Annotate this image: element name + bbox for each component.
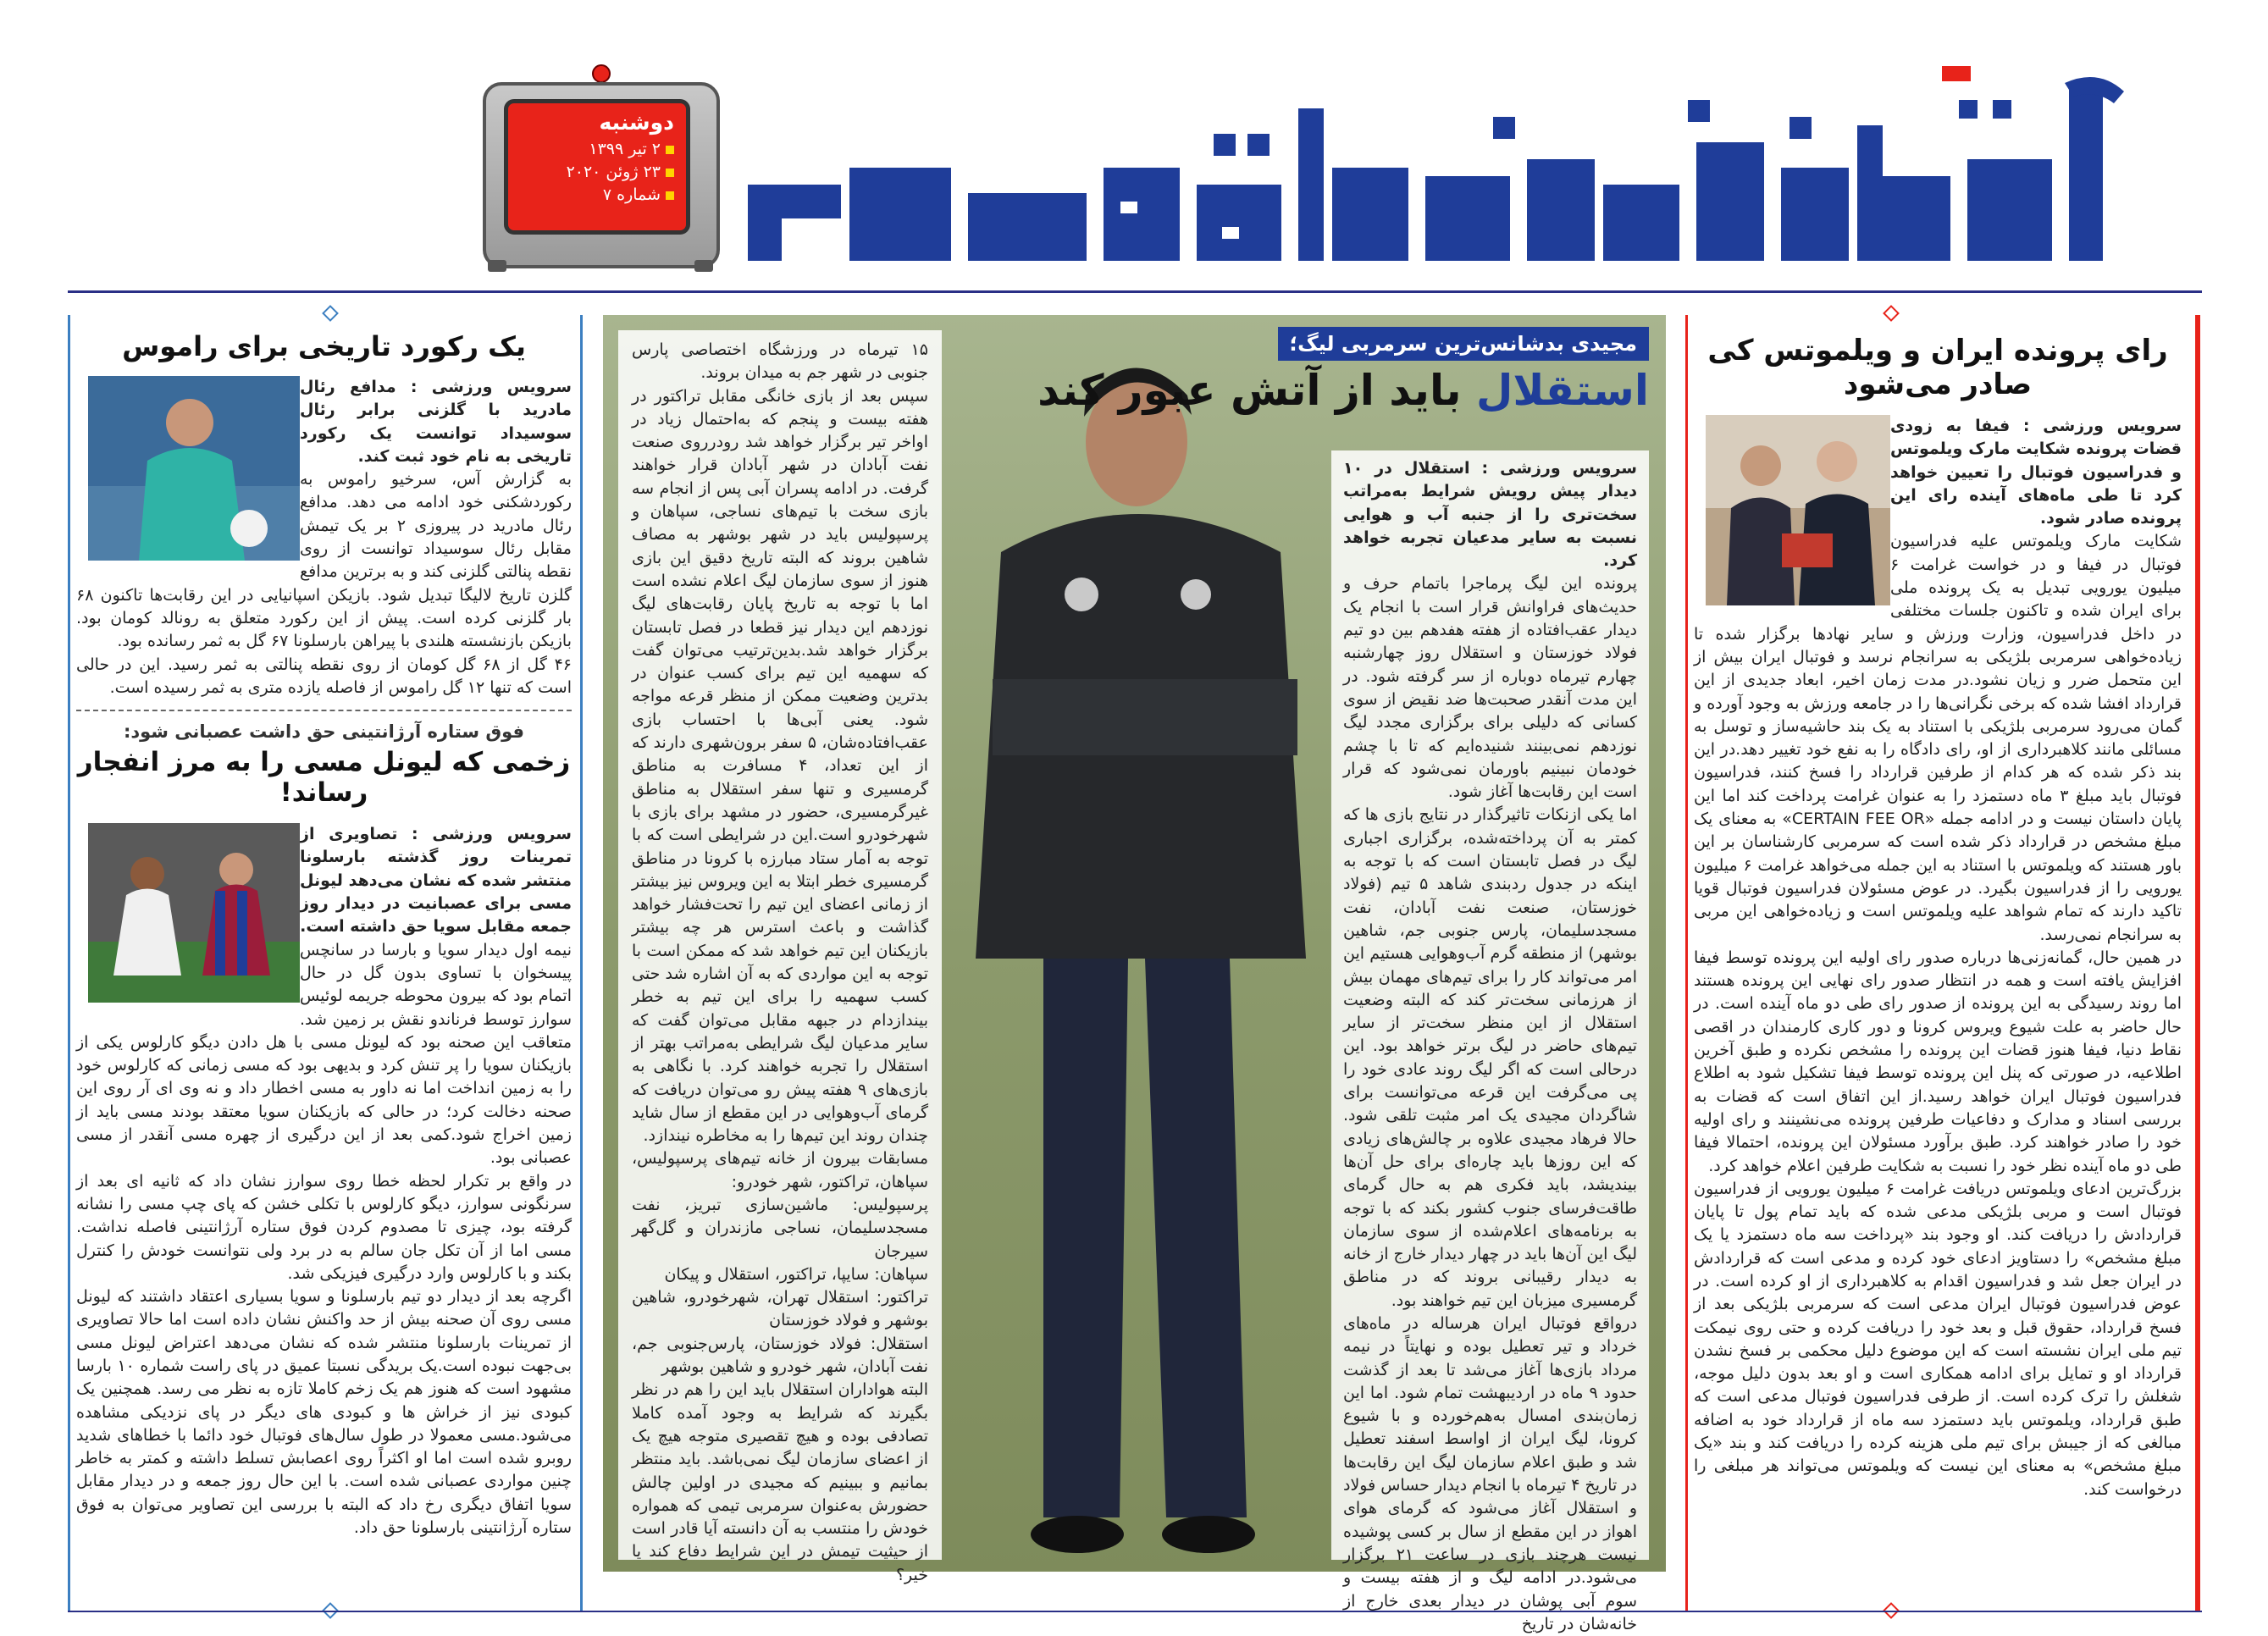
feature-paragraph: پرونده این لیگ پرماجرا باتمام حرف و حدیث‌های فراوانش قرار است با انجام یک دیدار عقب‌افتاده از هفته هفدهم بین دو تیم فولاد خوزستان و استقلال روز چهارشنبه چهارم تیرماه دوباره از سر گرفته شود. در این مدت آنقدر صحبت‌ها ضد نقیض از سوی کسانی که دلیلی برای برگزاری مجدد لیگ نوزدهم نمی‌بینند شنیده‌ایم که تا با چشم خودمان نبینیم باورمان نمی‌شود که قرار است این رقابت‌ها آغاز شود. [1343, 574, 1637, 802]
article-paragraph: ۴۶ گل از ۶۸ گل کومان از روی نقطه پنالتی به ثمر رسید. این در حالی است که تنها ۱۲ گل راموس از فاصله یازده متری به ثمر رسیده است. [76, 655, 572, 697]
article-paragraph: نیمه اول دیدار سویا و بارسا در سانچس پیسخوان با تساوی بدون گل در حال اتمام بود که بیرون محوطه جریمه لوئیس سوارز توسط فرناندو نقش بر زمین شد. متعاقب این صحنه بود که لیونل مسی با هل دادن دیگو کارلوس یکی از بازیکنان سویا را پر تنش کرد و بدیهی بود که مسی زمانی که کارلوس خود را به زمین انداخت اما نه داور به مسی اخطار داد و نه وی ای آر روی این صحنه دخالت کرد؛ در حالی که بازیکنان سویا معتقد بودند مسی باید از زمین اخراج شود.کمی بعد از این درگیری از چهره مسی آنقدر از مسی عصبانی بود. [76, 940, 572, 1168]
headline-accent: استقلال [1475, 366, 1649, 415]
feature-paragraph: اما یکی ازنکات تاثیرگذار در نتایج بازی ها که کمتر به آن پرداخته‌شده، برگزاری اجباری لیگ در فصل تابستان است که با توجه به اینکه در جدول ردبندی شاهد ۵ تیم (فولاد خوزستان، صنعت نفت آبادان، نفت مسجدسلیمان، پارس جنوبی جم، شاهین بوشهر) از منطقه گرم آب‌وهوایی هستیم این امر می‌تواند کار را برای تیم‌های مهمان بیش از هرزمانی سخت‌تر کند که البته وضعیت استقلال از این منظر سخت‌تر از سایر تیم‌های حاضر در لیگ برتر خواهد بود. این درحالی است که اگر لیگ روند عادی خود را پی می‌گرفت این قرعه می‌توانست برای شاگردان مجیدی یک امر مثبت تلقی شود. حالا فرهاد مجیدی علاوه بر چالش‌های زیادی که این روزها باید چاره‌ای برای حل آن‌ها بیندیشد، باید فکری هم به حال گرمای طاقت‌فرسای جنوب کشور بکند که با توجه به برنامه‌های اعلام‌شده از سوی سازمان لیگ این آن‌ها باید در چهار دیدار خارج از خانه به دیدار رقیبانی بروند که در مناطق گرمسیری میزبان این تیم خواهند بود. [1342, 805, 1638, 1310]
feature-paragraph: درواقع فوتبال ایران هرساله در ماه‌های خرداد و تیر تعطیل بوده و نهایتاً در نیمه مرداد بازی‌ها آغاز می‌شد تا بعد از گذشت حدود ۹ ماه در اردیبهشت تمام شود. اما این زمان‌بندی امسال به‌هم‌خورده و با شیوع کرونا، لیگ ایران از اواسط اسفند تعطیل شد و طبق اعلام سازمان لیگ این رقابت‌ها در تاریخ ۴ تیرماه با انجام دیدار حساس فولاد و استقلال آغاز می‌شود که گرمای هوای اهواز در این مقطع از سال بر کسی پوشیده نیست هرچند بازی در ساعت ۲۱ برگزار می‌شود.در ادامه لیگ و از هفته بیست و سوم آبی پوشان در دیدار بعدی خارج از خانه‌شان در تاریخ [1343, 1313, 1637, 1633]
feature-paragraph: استقلال: فولاد خوزستان، پارس‌جنوبی جم، نفت آبادان، شهر خودرو و شاهین بوشهر [632, 1334, 928, 1377]
article-title: رای پرونده ایران و ویلموتس کی صادر می‌شود [1707, 334, 2168, 401]
article-lede: سرویس ورزشی : فیفا به زودی قضات پرونده شکایت مارک ویلموتس و فدراسیون فوتبال را تعیین خواهد کرد تا طی ماه‌های آینده رای این پرونده صادر شود. [1890, 417, 2182, 528]
article-title: یک رکورد تاریخی برای راموس [122, 330, 526, 362]
issue-number: شماره ۷ [520, 184, 674, 207]
wilmots-photo [1706, 415, 1890, 605]
feature-paragraph: سپس بعد از بازی خانگی مقابل تراکتور در هفته بیست و پنجم که به‌احتمال زیاد در اواخر تیر برگزار خواهد شد رودرروی صنعت نفت آبادان در شهر آبادان قرار خواهند گرفت. در ادامه پسران آبی پس از انجام سه بازی سخت با تیم‌های نساجی، سپاهان و پرسپولیس باید در شهر بوشهر به مصاف شاهین بروند که البته تاریخ دقیق این بازی هنوز از سوی سازمان لیگ اعلام نشده است اما با توجه به تاریخ پایان رقابت‌های لیگ نوزدهم این دیدار نیز قطعا در فصل تابستان برگزار خواهد شد.بدین‌ترتیب می‌توان گفت که سهمیه این تیم برای کسب عنوان در بدترین وضعیت ممکن از منظر قرعه مواجه شود. یعنی آبی‌ها با احتساب بازی عقب‌افتاده‌شان، ۵ سفر برون‌شهری دارند که از این تعداد، ۴ مسافرت به مناطق گرمسیری و تنها سفر استقلال به مناطق غیرگرمسیری، حضور در مشهد برای بازی با شهرخودرو است.این در شرایطی است که با توجه به آمار ستاد مبارزه با کرونا در مناطق گرمسیری خطر ابتلا به این ویروس نیز بیشتر از زمانی اعضای این تیم را تحت‌فشار خواهد گذاشت و باعث استرس هر چه بیشتر بازیکنان این تیم خواهد شد که ممکن است با توجه به این مواردی که به آن اشاره شد حتی کسب سهمیه را برای این تیم به خطر بیندازدام در جبهه مقابل می‌توان گفت که سایر مدعیان لیگ شرایطی به‌مراتب بهتر از استقلال را تجربه خواهند کرد. با نگاهی به بازی‌های ۹ هفته پیش رو می‌توان دریافت که گرمای آب‌وهوایی در این مقطع از سال شاید چندان روند این تیم‌ها را به مخاطره نیندازد. [632, 386, 929, 1146]
feature-paragraph: سپاهان: سایپا، تراکتور، استقلال و پیکان [664, 1264, 928, 1284]
masthead [0, 0, 2268, 288]
messi-photo [88, 823, 300, 1003]
article-paragraph: بزرگ‌ترین ادعای ویلموتس دریافت غرامت ۶ میلیون یورویی از فدراسیون فوتبال است و مربی بلژیکی مدعی شده که باید تمام پول تا پایان قراردادش را دریافت کند. او وجود بند «پرداخت سه ماه دستمزد یا یک مبلغ مشخص» را دستاویز ادعای خود کرده و مدعی است که قراردادش در ایران جعل شد و فدراسیون اقدام به کلاهبرداری از او کرده است. در عوض فدراسیون فوتبال ایران مدعی است که سرمربی بلژیکی بعد از فسخ قرارداد، حقوق قبل و بعد خود را دریافت کرده و حتی روی نیمکت تیم ملی ایران نشسته است که این موضوع دلیل محکمی بر فسخ نشدن قرارداد او و تمایل برای ادامه همکاری است و او بعد بدون دلیل موجه، شغلش را ترک کرده است. از طرفی فدراسیون فوتبال مدعی است که طبق قرارداد، ویلموتس باید دستمزد سه ماه از قرارداد خود به اضافه مبالغی که از جیبش برای تیم ملی هزینه کرده را دریافت کند و بند «یک مبلغ مشخص» به معنای این نیست که ویلموتس می‌تواند هر مبلغی را درخواست کند. [1694, 1179, 2182, 1499]
issue-weekday: دوشنبه [599, 110, 674, 135]
feature-paragraph: پرسپولیس: ماشین‌سازی تبریز، نفت مسجدسلیمان، نساجی مازندران و گل‌گهر سیرجان [632, 1195, 928, 1261]
feature-headline [1037, 366, 1649, 415]
article-paragraph: در واقع بر تکرار لحظه خطا روی سوارز نشان داد که ثانیه ای بعد از سرنگونی سوارز، دیگو کارلوس با تکلی خشن که پای چپ مسی را نشانه گرفته بود، چیزی تا مصدوم کردن فوق ستاره آرژانتینی فاصله نداشت. مسی اما از آن تکل جان سالم به در برد ولی نتوانست خودش را کنترل بکند و با کارلوس وارد درگیری فیزیکی شد. [76, 1171, 572, 1283]
article-wilmots [1685, 315, 2198, 1611]
feature-text-left [618, 330, 942, 1584]
feature-kicker: مجیدی بدشانس‌ترین سرمربی لیگ؛ [1278, 327, 1649, 361]
feature-paragraph: البته هواداران استقلال باید این را هم در نظر بگیرند که شرایط به وجود آمده کاملا تصادفی بوده و هیچ تقصیری متوجه هیچ یک از اعضای سازمان لیگ نمی‌باشد. باید منتظر بمانیم و ببینیم که مجیدی در اولین چالش حضورش به‌عنوان سرمربی تیمی که همواره خودش را منتسب به آن دانسته آیا قادر است از حیثیت تیمش در این شرایط دفاع کند یا خیر؟ [632, 1380, 928, 1584]
headline-rest: باید از آتش عبور کند [1037, 366, 1462, 415]
feature-paragraph: ۱۵ تیرماه در ورزشگاه اختصاصی پارس جنوبی در شهر جم به میدان بروند. [632, 340, 928, 383]
column-rule [2198, 315, 2200, 1611]
article-title: زخمی که لیونل مسی را به مرز انفجار رساند! [77, 747, 571, 809]
tv-screen [504, 99, 690, 235]
article-lede: سرویس ورزشی : تصاویری از تمرینات روز گذشته بارسلونا منتشر شده که نشان می‌دهد لیونل مسی برای عصبانیت در دیدار روز جمعه مقابل سویا حق داشته است. [300, 825, 572, 937]
footer-rule [68, 1611, 2202, 1612]
feature-lede: سرویس ورزشی : استقلال در ۱۰ دیدار پیش رویش شرایط به‌مراتب سخت‌تری را از جنبه آب و هوایی نسبت به سایر مدعیان تجربه خواهد کرد. [1343, 459, 1637, 571]
article-messi [76, 721, 572, 1539]
article-paragraph: در همین حال، گمانه‌زنی‌ها درباره صدور رای اولیه این پرونده توسط فیفا افزایش یافته است و همه در انتظار صدور رای نهایی این پرونده هستند اما روند رسیدگی به این پرونده از صدور رای طی دو ماه آینده است. در حال حاضر به علت شیوع ویروس کرونا و دور کاری کارمندان در اقصی نقاط دنیا، فیفا هنوز قضات این پرونده را مشخص نکرده و طبق آخرین اطلاعیه، در صورتی که پنل این پرونده توسط فیفا تشکیل شود به اطلاع فدراسیون فوتبال ایران خواهد رسید.از این اتفاق است که قضات به بررسی اسناد و مدارک و دفاعیات طرفین پرونده می‌نشینند و رای اولیه خود را صادر خواهند کرد. طبق برآورد مسئولان این پرونده، احتمالا فیفا طی دو ماه آینده نظر خود را نسبت به شکایت طرفین اعلام خواهد کرد. [1694, 948, 2182, 1175]
article-paragraph: اگرچه بعد از دیدار دو تیم بارسلونا و سویا بسیاری اعتقاد داشتند که لیونل مسی روی آن صحنه بیش از حد واکنش نشان داده است اما حالا تصاویری از تمرینات بارسلونا منتشر شده که نشان می‌دهد اعتراض لیونل مسی بی‌جهت نبوده است.یک بریدگی نسبتا عمیق در پای راست شماره ۱۰ بارسا مشهود است که هنوز هم یک زخم کاملا تازه به نظر می رسد. همچنین یک کبودی نیز از خراش ها و کبودی های دیگر در پای نزدیکی مشاهده می‌شود.مسی معمولا در طول سال‌های فوتبال خود دائما با خطاهای شدید روبرو شده است اما او اکثراً روی اعصابش تسلط داشته و کمتر به خاطر چنین مواردی عصبانی شده است. با این حال روز جمعه و در دیدار مقابل سویا اتفاق دیگری رخ داد که البته با بررسی این تصاویر می‌توان به فوق ستاره آرژانتینی بارسلونا حق داد. [76, 1287, 572, 1538]
left-column [68, 315, 580, 1611]
tv-foot-left [488, 260, 506, 272]
article-paragraph: شکایت مارک ویلموتس علیه فدراسیون فوتبال در فیفا و در خواست غرامت ۶ میلیون یورویی تبدیل به یک پرونده ملی برای ایران شده و تاکنون جلسات مختلفی در داخل فدراسیون، وزارت ورزش و سایر نهادها برگزار شده تا زیاده‌خواهی سرمربی بلژیکی به سرانجام نرسد و فوتبال ایران بیش از این متحمل ضرر و زیان نشود.در مدت زمان اخیر، ابعاد جدیدی از این قرارداد افشا شده که برخی نگرانی‌ها را در جامعه ورزش به وجود آورده و گمان می‌رود سرمربی بلژیکی با استناد به یک بند حاشیه‌ساز و توسل به مسائلی مانند کلاهبرداری از او، رای دادگاه را به نفع خود تغییر دهد.در این بند ذکر شده که هر کدام از طرفین قرارداد را فسخ کنند، فدراسیون فوتبال باید مبلغ ۳ ماه دستمزد را به عنوان غرامت پرداخت کند اما این پایان داستان نیست و در ادامه جمله «CERTAIN FEE OR» به معنای یک مبلغ مشخص در قرارداد ذکر شده است که سرمربی کارشناسان بر این باور هستند که ویلموتس با استناد به این جمله می‌خواهد غرامت ۶ میلیون یورویی را از فدراسیون بگیرد. در عوض مسئولان فدراسیون فوتبال قویا تاکید دارند که تمام شواهد علیه ویلموتس است و زیاده‌خواهی این مربی به سرانجام نمی‌رسد. [1694, 532, 2182, 944]
feature-paragraph: تراکتور: استقلال تهران، شهرخودرو، شاهین بوشهر و فولاد خوزستان [632, 1288, 928, 1330]
article-ramos [76, 330, 572, 699]
article-lede: سرویس ورزشی : مدافع رئال مادرید با گلزنی برابر رئال سوسیداد توانست یک رکورد تاریخی به نام خود ثبت کند. [300, 378, 572, 466]
column-rule [580, 315, 583, 1611]
article-paragraph: به گزارش آس، سرخیو راموس به رکوردشکنی خود ادامه می دهد. مدافع رئال مادرید در پیروزی ۲ بر یک تیمش مقابل رئال سوسیداد توانست از روی نقطه پنالتی گلزنی کند و به برترین مدافع گلزن تاریخ لالیگا تبدیل شود. بازیکن اسپانیایی در این رقابت‌ها تاکنون ۶۸ بار گلزنی کرده است. پیش از این رکورد متعلق به رونالد کومان بود. بازیکن بازنشسته هلندی با پیراهن بارسلونا ۶۷ گل به ثمر رسانده بود. [76, 470, 572, 651]
issue-date-gregorian: ۲۳ ژوئن ۲۰۲۰ [520, 161, 674, 184]
feature-text-right [1331, 450, 1649, 1633]
issue-date-persian: ۲ تیر ۱۳۹۹ [520, 138, 674, 161]
brand-logo [748, 66, 2188, 278]
feature-majidi [603, 315, 1666, 1633]
header-rule [68, 290, 2202, 293]
feature-paragraph: مسابقات بیرون از خانه تیم‌های پرسپولیس، سپاهان، تراکتور، شهر خودرو: [632, 1149, 928, 1191]
issue-tv-badge [483, 64, 720, 271]
article-kicker: فوق ستاره آرژانتینی حق داشت عصبانی شود: [123, 721, 525, 743]
ramos-photo [88, 376, 300, 561]
article-divider [76, 710, 572, 711]
tv-foot-right [694, 260, 713, 272]
